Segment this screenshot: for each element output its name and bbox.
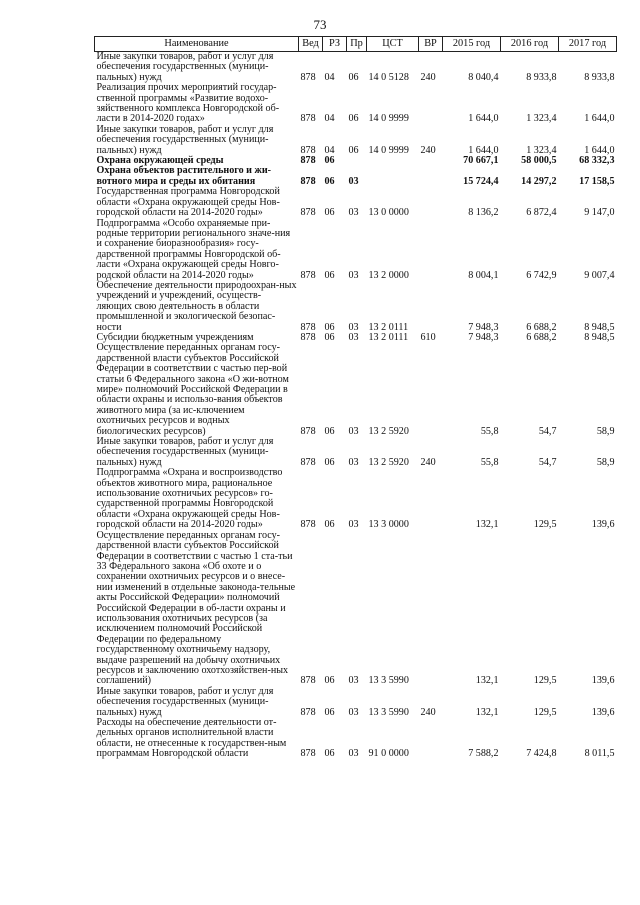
header-2016: 2016 год xyxy=(501,37,559,52)
header-name: Наименование xyxy=(95,37,299,52)
cell-ved: 878 xyxy=(300,425,316,437)
cell-2015: 132,1 xyxy=(475,519,499,531)
cell-rz: 06 xyxy=(324,675,335,687)
cell-ved: 878 xyxy=(300,207,316,219)
cell-name: Иные закупки товаров, работ и услуг для обеспечения государственных (муници-пальных) нужд xyxy=(96,51,274,83)
table-row xyxy=(95,83,617,125)
cell-vr xyxy=(419,531,443,687)
cell-ved: 878 xyxy=(300,331,316,343)
cell-pr: 03 xyxy=(348,175,359,187)
table-row xyxy=(95,52,617,84)
budget-table xyxy=(94,36,617,760)
cell-2015: 1 644,0 xyxy=(468,113,499,125)
table-header-row xyxy=(95,37,617,52)
cell-2015: 55,8 xyxy=(480,456,499,468)
cell-name: Иные закупки товаров, работ и услуг для обеспечения государственных (муници-пальных) нужд xyxy=(96,685,274,718)
cell-cst: 13 0 0000 xyxy=(368,207,409,219)
cell-cst: 13 3 0000 xyxy=(368,519,409,531)
cell-2015: 70 667,1 xyxy=(463,155,499,167)
table-row xyxy=(95,343,617,437)
cell-pr: 03 xyxy=(348,675,359,687)
header-2017: 2017 год xyxy=(559,37,617,52)
cell-2015: 132,1 xyxy=(475,675,499,687)
cell-2015: 15 724,4 xyxy=(463,175,499,187)
cell-2015: 132,1 xyxy=(475,706,499,718)
cell-cst: 14 0 9999 xyxy=(368,144,409,156)
cell-2017: 139,6 xyxy=(591,675,615,687)
cell-ved: 878 xyxy=(300,71,316,83)
cell-cst xyxy=(367,156,419,166)
cell-rz: 06 xyxy=(324,331,335,343)
cell-rz: 04 xyxy=(324,113,335,125)
cell-pr: 03 xyxy=(348,207,359,219)
cell-rz: 04 xyxy=(324,71,335,83)
cell-2017: 8 011,5 xyxy=(584,748,615,760)
cell-name: Реализация прочих мероприятий государ-ственной программы «Развитие водохо-зяйственного комплекса Новгородской об-ласти в 2014-2020 годах» xyxy=(96,82,280,125)
table-row xyxy=(95,687,617,718)
cell-2016: 129,5 xyxy=(533,519,557,531)
cell-rz: 06 xyxy=(324,155,335,167)
cell-pr: 06 xyxy=(348,113,359,125)
cell-2017: 139,6 xyxy=(591,706,615,718)
cell-2015: 8 136,2 xyxy=(468,207,499,219)
cell-2016: 6 742,9 xyxy=(526,269,557,281)
cell-vr xyxy=(419,281,443,333)
table-row xyxy=(95,718,617,760)
cell-name: Субсидии бюджетным учреждениям xyxy=(96,331,254,343)
cell-ved: 878 xyxy=(300,269,316,281)
cell-rz: 06 xyxy=(324,425,335,437)
cell-2017: 68 332,3 xyxy=(579,155,615,167)
cell-pr: 03 xyxy=(348,331,359,343)
cell-vr: 610 xyxy=(420,331,436,343)
cell-ved: 878 xyxy=(300,456,316,468)
cell-rz: 06 xyxy=(324,748,335,760)
cell-cst: 13 3 5990 xyxy=(368,706,409,718)
cell-rz: 06 xyxy=(324,321,335,333)
cell-2015: 7 588,2 xyxy=(468,748,499,760)
cell-rz: 06 xyxy=(324,706,335,718)
cell-vr: 240 xyxy=(420,144,436,156)
cell-2016: 6 688,2 xyxy=(526,331,557,343)
cell-2016: 14 297,2 xyxy=(521,175,557,187)
cell-ved: 878 xyxy=(300,519,316,531)
cell-2015: 55,8 xyxy=(480,425,499,437)
cell-2016: 8 933,8 xyxy=(526,71,557,83)
cell-rz: 06 xyxy=(324,456,335,468)
cell-rz: 06 xyxy=(324,175,335,187)
cell-2015: 8 004,1 xyxy=(468,269,499,281)
cell-name: Охрана окружающей среды xyxy=(96,155,224,167)
cell-ved: 878 xyxy=(300,706,316,718)
cell-2015: 7 948,3 xyxy=(468,321,499,333)
header-rz: РЗ xyxy=(323,37,347,52)
cell-cst: 13 2 5920 xyxy=(368,456,409,468)
table-row xyxy=(95,125,617,156)
cell-pr xyxy=(347,156,367,166)
cell-cst: 13 2 0111 xyxy=(368,331,409,343)
cell-vr xyxy=(419,219,443,281)
cell-name: Иные закупки товаров, работ и услуг для обеспечения государственных (муници-пальных) нужд xyxy=(96,123,274,156)
table-row xyxy=(95,281,617,333)
cell-name: Иные закупки товаров, работ и услуг для обеспечения государственных (муници-пальных) нужд xyxy=(96,436,274,468)
cell-pr: 03 xyxy=(348,456,359,468)
cell-vr xyxy=(419,156,443,166)
cell-pr: 03 xyxy=(348,748,359,760)
cell-2017: 1 644,0 xyxy=(584,113,615,125)
cell-name: Охрана объектов растительного и жи-вотного мира и среды их обитания xyxy=(96,165,272,187)
cell-vr: 240 xyxy=(420,71,436,83)
cell-cst: 13 2 0111 xyxy=(368,321,409,333)
cell-2016: 54,7 xyxy=(538,456,557,468)
cell-ved: 878 xyxy=(300,144,316,156)
cell-vr xyxy=(419,343,443,437)
cell-cst: 14 0 9999 xyxy=(368,113,409,125)
cell-name: Расходы на обеспечение деятельности от-дельных органов исполнительной власти области, не отнесенные к государствен-ным программам Новгородской области xyxy=(96,717,287,760)
cell-2017: 17 158,5 xyxy=(579,175,615,187)
header-2015: 2015 год xyxy=(443,37,501,52)
cell-ved: 878 xyxy=(300,113,316,125)
cell-2015: 7 948,3 xyxy=(468,331,499,343)
cell-rz: 04 xyxy=(324,144,335,156)
cell-2015: 8 040,4 xyxy=(468,71,499,83)
cell-name: Осуществление переданных органам госу-дарственной власти субъектов Российской Федерации в соответствии с частью пер-вой статьи 6 Федерального закона «О жи-вотном мире» полномочий Российской Федерации в области охраны и использо-вания объектов животного мира (за ис-ключением охотничьих ресурсов и водных биологических ресурсов) xyxy=(96,342,289,437)
cell-2016: 129,5 xyxy=(533,706,557,718)
cell-pr: 06 xyxy=(348,144,359,156)
cell-vr xyxy=(419,187,443,218)
table-row xyxy=(95,187,617,218)
cell-vr xyxy=(419,468,443,530)
table-row xyxy=(95,531,617,687)
cell-rz: 06 xyxy=(324,207,335,219)
header-pr: Пр xyxy=(347,37,367,52)
table-row xyxy=(95,166,617,187)
cell-ved: 878 xyxy=(300,675,316,687)
cell-2017: 8 948,5 xyxy=(584,321,615,333)
cell-cst xyxy=(367,166,419,187)
cell-2017: 8 933,8 xyxy=(584,71,615,83)
page-number: 73 xyxy=(313,17,327,32)
cell-pr: 03 xyxy=(348,269,359,281)
cell-ved: 878 xyxy=(300,321,316,333)
cell-name: Подпрограмма «Охрана и воспроизводство объектов животного мира, рациональное использование охотничьих ресурсов» го-сударственной программы Новгородской области «Охрана окружающей среды Нов-городской области на 2014-2020 годы» xyxy=(96,467,283,531)
cell-ved: 878 xyxy=(300,155,316,167)
cell-2017: 9 147,0 xyxy=(584,207,615,219)
cell-2016: 6 872,4 xyxy=(526,207,557,219)
header-cst: ЦСТ xyxy=(367,37,419,52)
cell-name: Государственная программа Новгородской области «Охрана окружающей среды Нов-городской области на 2014-2020 годы» xyxy=(96,186,280,219)
cell-2017: 139,6 xyxy=(591,519,615,531)
cell-pr: 03 xyxy=(348,519,359,531)
cell-2016: 129,5 xyxy=(533,675,557,687)
cell-rz: 06 xyxy=(324,269,335,281)
cell-cst: 13 2 0000 xyxy=(368,269,409,281)
cell-2017: 58,9 xyxy=(596,456,615,468)
cell-pr: 03 xyxy=(348,425,359,437)
cell-2016: 7 424,8 xyxy=(526,748,557,760)
cell-2017: 58,9 xyxy=(596,425,615,437)
cell-vr xyxy=(419,166,443,187)
table-row xyxy=(95,468,617,530)
cell-cst: 13 3 5990 xyxy=(368,675,409,687)
cell-pr: 03 xyxy=(348,706,359,718)
cell-ved: 878 xyxy=(300,175,316,187)
cell-cst: 91 0 0000 xyxy=(368,748,409,760)
cell-pr: 06 xyxy=(348,71,359,83)
cell-2017: 1 644,0 xyxy=(584,144,615,156)
cell-ved: 878 xyxy=(300,748,316,760)
table-row xyxy=(95,219,617,281)
cell-vr: 240 xyxy=(420,706,436,718)
cell-2017: 9 007,4 xyxy=(584,269,615,281)
cell-name: Подпрограмма «Особо охраняемые при-родные территории регионального значе-ния и сохранение биоразнообразия» госу-дарственной программы Новгородской об-ласти «Охрана окружающей среды Новго-родской области на 2014-2020 годы» xyxy=(96,217,291,281)
cell-2016: 1 323,4 xyxy=(526,113,557,125)
table-row xyxy=(95,437,617,468)
cell-pr: 03 xyxy=(348,321,359,333)
header-ved: Вед xyxy=(299,37,323,52)
cell-2017: 8 948,5 xyxy=(584,331,615,343)
cell-vr xyxy=(419,718,443,760)
cell-cst: 13 2 5920 xyxy=(368,425,409,437)
cell-name: Обеспечение деятельности природоохран-ных учреждений и учреждений, осуществ-ляющих свою деятельность в области промышленной и экологической безопас-ности xyxy=(96,279,297,333)
cell-rz: 06 xyxy=(324,519,335,531)
cell-2016: 1 323,4 xyxy=(526,144,557,156)
cell-vr xyxy=(419,83,443,125)
cell-2016: 6 688,2 xyxy=(526,321,557,333)
cell-cst: 14 0 5128 xyxy=(368,71,409,83)
cell-2016: 58 000,5 xyxy=(521,155,557,167)
cell-2016: 54,7 xyxy=(538,425,557,437)
cell-vr: 240 xyxy=(420,456,436,468)
cell-2015: 1 644,0 xyxy=(468,144,499,156)
header-vr: ВР xyxy=(419,37,443,52)
cell-name: Осуществление переданных органам госу-дарственной власти субъектов Российской Федерации в соответствии с частью 1 ста-тьи 33 Федерального закона «Об охоте и о сохранении охотничьих ресурсов и о внесе-нии изменений в отдельные законода-тельные акты Российской Федерации» полномочий Российской Федерации в об-ласти охраны и использования охотничьих ресурсов (за исключением полномочий Российской Федерации по федеральному государственному охотничьему надзору, выдаче разрешений на добычу охотничьих ресурсов и заключению охотхозяйствен-ных соглашений) xyxy=(96,529,296,687)
